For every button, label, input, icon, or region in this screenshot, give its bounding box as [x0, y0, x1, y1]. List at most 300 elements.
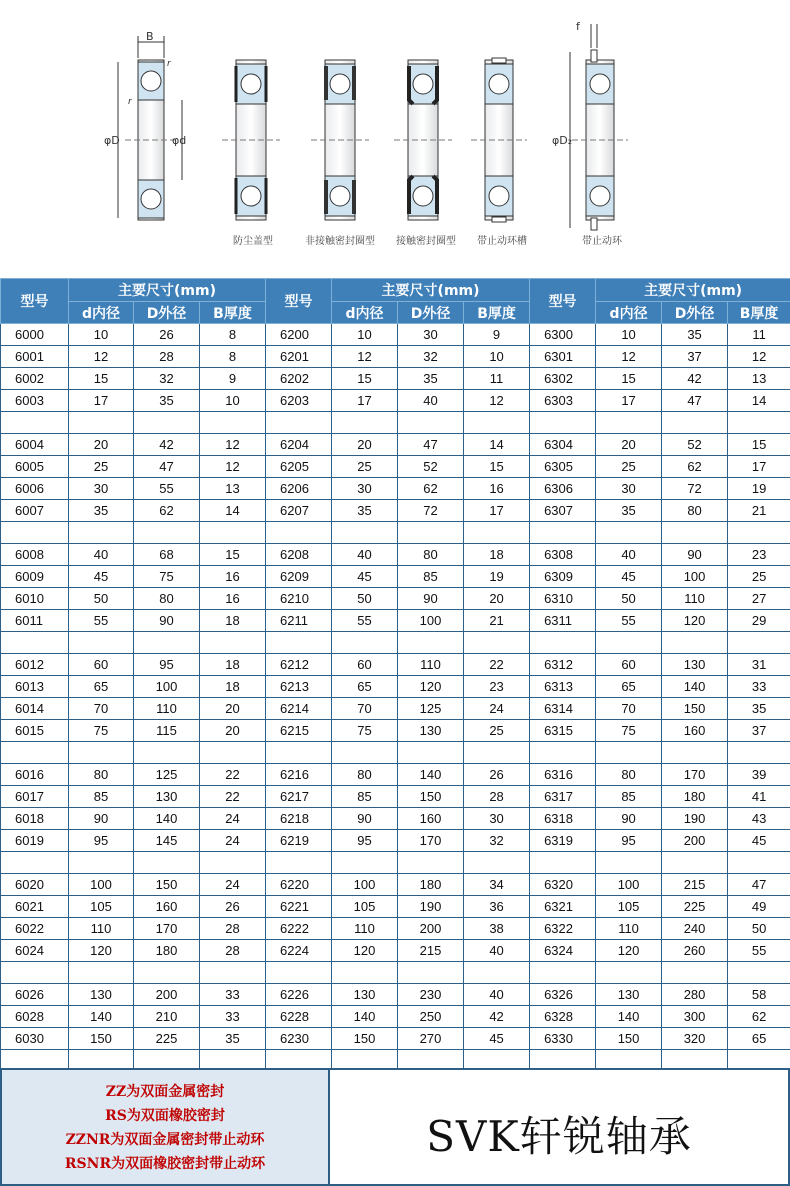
table-cell: 11 — [728, 324, 790, 346]
table-cell: 150 — [596, 1028, 662, 1050]
table-cell: 30 — [69, 478, 134, 500]
table-cell — [332, 962, 398, 984]
table-cell: 6207 — [266, 500, 332, 522]
table-cell: 45 — [69, 566, 134, 588]
table-cell — [200, 522, 266, 544]
table-cell — [728, 852, 790, 874]
table-cell: 6001 — [1, 346, 69, 368]
table-cell: 110 — [398, 654, 464, 676]
table-cell — [398, 962, 464, 984]
table-cell: 75 — [69, 720, 134, 742]
table-cell: 15 — [728, 434, 790, 456]
table-row — [1, 500, 790, 522]
dim-phid-label: φd — [172, 134, 187, 147]
table-row — [1, 478, 790, 500]
table-cell: 29 — [728, 610, 790, 632]
table-cell: 18 — [200, 676, 266, 698]
table-cell: 95 — [332, 830, 398, 852]
table-cell: 6017 — [1, 786, 69, 808]
table-cell — [332, 742, 398, 764]
table-cell: 6319 — [530, 830, 596, 852]
table-cell: 6211 — [266, 610, 332, 632]
table-cell: 6006 — [1, 478, 69, 500]
table-cell: 105 — [69, 896, 134, 918]
table-cell — [530, 742, 596, 764]
table-cell: 15 — [596, 368, 662, 390]
table-cell — [530, 412, 596, 434]
table-cell: 38 — [464, 918, 530, 940]
table-cell: 260 — [662, 940, 728, 962]
table-cell: 62 — [728, 1006, 790, 1028]
table-cell: 25 — [69, 456, 134, 478]
table-cell: 6008 — [1, 544, 69, 566]
table-cell — [1, 522, 69, 544]
table-cell: 6018 — [1, 808, 69, 830]
table-cell: 28 — [134, 346, 200, 368]
table-cell — [728, 412, 790, 434]
table-row — [1, 918, 790, 940]
table-cell: 90 — [662, 544, 728, 566]
table-cell: 19 — [464, 566, 530, 588]
table-cell: 42 — [134, 434, 200, 456]
table-cell: 52 — [398, 456, 464, 478]
table-cell: 26 — [464, 764, 530, 786]
table-cell — [200, 412, 266, 434]
table-cell: 150 — [134, 874, 200, 896]
table-spacer-row — [1, 412, 790, 434]
table-cell: 6024 — [1, 940, 69, 962]
table-cell: 100 — [332, 874, 398, 896]
table-cell: 62 — [134, 500, 200, 522]
table-cell: 9 — [464, 324, 530, 346]
table-cell: 6021 — [1, 896, 69, 918]
table-cell — [728, 962, 790, 984]
table-cell: 60 — [596, 654, 662, 676]
table-cell: 6213 — [266, 676, 332, 698]
table-cell: 80 — [596, 764, 662, 786]
table-cell: 90 — [398, 588, 464, 610]
table-cell: 65 — [728, 1028, 790, 1050]
table-row — [1, 610, 790, 632]
table-cell: 160 — [662, 720, 728, 742]
table-cell — [464, 412, 530, 434]
table-cell — [530, 632, 596, 654]
table-cell: 200 — [662, 830, 728, 852]
table-cell: 105 — [332, 896, 398, 918]
table-cell — [662, 742, 728, 764]
table-cell: 6007 — [1, 500, 69, 522]
table-cell: 130 — [662, 654, 728, 676]
table-cell: 12 — [464, 390, 530, 412]
table-cell: 12 — [200, 456, 266, 478]
table-cell: 200 — [134, 984, 200, 1006]
header-model-3: 型号 — [530, 279, 596, 324]
table-cell: 6022 — [1, 918, 69, 940]
header-main-dims-1: 主要尺寸(mm) — [69, 279, 266, 302]
table-cell — [398, 742, 464, 764]
table-cell: 52 — [662, 434, 728, 456]
table-cell: 40 — [464, 940, 530, 962]
table-cell: 10 — [200, 390, 266, 412]
table-cell: 125 — [134, 764, 200, 786]
brand-name: SVK轩锐轴承 — [426, 1112, 692, 1161]
table-cell: 35 — [69, 500, 134, 522]
table-cell: 230 — [398, 984, 464, 1006]
table-cell: 26 — [134, 324, 200, 346]
table-cell: 16 — [200, 566, 266, 588]
table-cell: 12 — [596, 346, 662, 368]
note-rsnr: RSNR为双面橡胶密封带止动环 — [64, 1156, 266, 1172]
table-cell: 6310 — [530, 588, 596, 610]
table-row — [1, 390, 790, 412]
table-cell: 6020 — [1, 874, 69, 896]
table-spacer-row — [1, 632, 790, 654]
table-cell — [266, 852, 332, 874]
table-row — [1, 324, 790, 346]
table-cell: 24 — [200, 830, 266, 852]
table-cell — [266, 412, 332, 434]
table-cell: 35 — [332, 500, 398, 522]
table-cell: 6019 — [1, 830, 69, 852]
table-cell: 30 — [596, 478, 662, 500]
table-cell: 140 — [134, 808, 200, 830]
bearing-spec-table — [0, 278, 790, 1072]
table-row — [1, 1006, 790, 1028]
table-cell: 6003 — [1, 390, 69, 412]
table-cell: 6203 — [266, 390, 332, 412]
table-cell: 190 — [398, 896, 464, 918]
table-cell: 90 — [134, 610, 200, 632]
table-cell: 6016 — [1, 764, 69, 786]
table-cell: 47 — [662, 390, 728, 412]
table-cell: 6306 — [530, 478, 596, 500]
table-cell — [69, 632, 134, 654]
table-cell: 10 — [596, 324, 662, 346]
table-cell: 6307 — [530, 500, 596, 522]
table-cell: 16 — [464, 478, 530, 500]
table-cell — [200, 742, 266, 764]
table-cell: 15 — [332, 368, 398, 390]
table-cell: 6012 — [1, 654, 69, 676]
table-cell — [134, 742, 200, 764]
caption-noncontact-seal: 非接触密封圈型 — [305, 236, 375, 247]
table-cell: 120 — [596, 940, 662, 962]
table-cell: 15 — [69, 368, 134, 390]
table-cell — [69, 852, 134, 874]
table-cell: 58 — [728, 984, 790, 1006]
table-cell: 180 — [398, 874, 464, 896]
table-cell: 6318 — [530, 808, 596, 830]
table-cell: 120 — [398, 676, 464, 698]
table-cell — [530, 962, 596, 984]
table-cell: 240 — [662, 918, 728, 940]
table-cell: 15 — [200, 544, 266, 566]
table-cell: 49 — [728, 896, 790, 918]
table-row — [1, 676, 790, 698]
table-cell: 215 — [398, 940, 464, 962]
table-cell: 6204 — [266, 434, 332, 456]
table-cell: 45 — [464, 1028, 530, 1050]
table-row — [1, 544, 790, 566]
table-cell: 95 — [134, 654, 200, 676]
table-cell: 180 — [662, 786, 728, 808]
table-cell: 50 — [69, 588, 134, 610]
table-cell: 150 — [332, 1028, 398, 1050]
table-cell: 33 — [728, 676, 790, 698]
table-cell: 6219 — [266, 830, 332, 852]
spec-table-body — [1, 324, 790, 1072]
table-cell: 62 — [662, 456, 728, 478]
table-cell: 45 — [596, 566, 662, 588]
table-cell: 6303 — [530, 390, 596, 412]
table-cell: 60 — [332, 654, 398, 676]
note-zznr: ZZNR为双面金属密封带止动环 — [65, 1132, 265, 1148]
table-cell: 95 — [69, 830, 134, 852]
table-row — [1, 368, 790, 390]
table-spacer-row — [1, 852, 790, 874]
table-cell: 6215 — [266, 720, 332, 742]
table-cell: 25 — [728, 566, 790, 588]
dim-r-label-2: r — [128, 97, 132, 107]
table-cell — [200, 632, 266, 654]
table-cell: 25 — [596, 456, 662, 478]
table-cell: 85 — [596, 786, 662, 808]
table-cell — [266, 962, 332, 984]
table-row — [1, 456, 790, 478]
table-cell: 6221 — [266, 896, 332, 918]
table-cell: 33 — [200, 1006, 266, 1028]
table-cell: 26 — [200, 896, 266, 918]
table-cell — [596, 962, 662, 984]
table-cell: 100 — [662, 566, 728, 588]
table-cell: 55 — [596, 610, 662, 632]
table-cell: 35 — [134, 390, 200, 412]
table-cell: 6028 — [1, 1006, 69, 1028]
table-cell — [332, 852, 398, 874]
table-cell: 6224 — [266, 940, 332, 962]
table-cell — [728, 742, 790, 764]
table-cell: 6324 — [530, 940, 596, 962]
table-cell: 12 — [728, 346, 790, 368]
table-cell: 120 — [69, 940, 134, 962]
table-cell: 6220 — [266, 874, 332, 896]
table-cell: 20 — [596, 434, 662, 456]
table-cell: 72 — [662, 478, 728, 500]
table-row — [1, 1028, 790, 1050]
header-D-outer-1: D外径 — [134, 302, 200, 324]
table-cell: 72 — [398, 500, 464, 522]
table-cell: 40 — [69, 544, 134, 566]
table-row — [1, 940, 790, 962]
table-cell: 95 — [596, 830, 662, 852]
table-cell: 23 — [464, 676, 530, 698]
table-cell — [530, 852, 596, 874]
table-cell: 20 — [200, 720, 266, 742]
table-row — [1, 830, 790, 852]
table-cell — [596, 412, 662, 434]
table-cell — [596, 852, 662, 874]
table-cell: 18 — [200, 654, 266, 676]
table-cell: 13 — [728, 368, 790, 390]
table-cell: 6009 — [1, 566, 69, 588]
table-cell — [662, 522, 728, 544]
table-cell: 6030 — [1, 1028, 69, 1050]
table-cell: 19 — [728, 478, 790, 500]
table-cell — [266, 632, 332, 654]
table-cell: 140 — [69, 1006, 134, 1028]
table-cell: 6200 — [266, 324, 332, 346]
table-cell: 18 — [464, 544, 530, 566]
table-spacer-row — [1, 962, 790, 984]
table-cell: 6305 — [530, 456, 596, 478]
table-cell: 35 — [662, 324, 728, 346]
table-cell: 28 — [464, 786, 530, 808]
table-cell: 6228 — [266, 1006, 332, 1028]
table-cell: 36 — [464, 896, 530, 918]
table-cell: 21 — [464, 610, 530, 632]
table-cell: 55 — [134, 478, 200, 500]
table-cell: 65 — [69, 676, 134, 698]
header-d-inner-1: d内径 — [69, 302, 134, 324]
table-cell — [266, 742, 332, 764]
table-cell: 8 — [200, 346, 266, 368]
header-model-2: 型号 — [266, 279, 332, 324]
table-cell: 40 — [332, 544, 398, 566]
table-cell: 70 — [596, 698, 662, 720]
table-cell: 31 — [728, 654, 790, 676]
bearing-open-section — [118, 36, 182, 220]
table-row — [1, 566, 790, 588]
table-cell: 6011 — [1, 610, 69, 632]
table-cell: 125 — [398, 698, 464, 720]
table-cell: 32 — [464, 830, 530, 852]
table-cell — [266, 522, 332, 544]
table-cell: 6302 — [530, 368, 596, 390]
table-cell: 6218 — [266, 808, 332, 830]
table-cell: 6206 — [266, 478, 332, 500]
table-cell: 225 — [134, 1028, 200, 1050]
table-cell — [662, 962, 728, 984]
dim-r-label: r — [167, 59, 171, 69]
table-row — [1, 346, 790, 368]
table-cell: 6208 — [266, 544, 332, 566]
table-cell: 12 — [332, 346, 398, 368]
bearing-contact-seal-section — [394, 60, 452, 220]
table-cell: 17 — [728, 456, 790, 478]
table-cell: 43 — [728, 808, 790, 830]
table-cell — [1, 852, 69, 874]
table-cell: 250 — [398, 1006, 464, 1028]
table-cell: 145 — [134, 830, 200, 852]
table-cell: 6205 — [266, 456, 332, 478]
table-cell: 100 — [134, 676, 200, 698]
table-cell — [398, 852, 464, 874]
table-cell: 85 — [69, 786, 134, 808]
table-cell: 180 — [134, 940, 200, 962]
table-cell: 45 — [332, 566, 398, 588]
table-cell: 6222 — [266, 918, 332, 940]
table-cell: 37 — [728, 720, 790, 742]
table-cell — [69, 742, 134, 764]
table-cell: 23 — [728, 544, 790, 566]
table-cell: 200 — [398, 918, 464, 940]
table-cell: 17 — [464, 500, 530, 522]
table-cell — [332, 632, 398, 654]
table-cell: 170 — [134, 918, 200, 940]
table-cell: 37 — [662, 346, 728, 368]
table-cell: 100 — [596, 874, 662, 896]
table-cell: 6015 — [1, 720, 69, 742]
seal-notes-panel — [0, 1068, 330, 1186]
table-row — [1, 808, 790, 830]
table-cell: 6301 — [530, 346, 596, 368]
table-row — [1, 984, 790, 1006]
table-cell: 6309 — [530, 566, 596, 588]
note-rs: RS为双面橡胶密封 — [105, 1108, 225, 1124]
table-cell: 6230 — [266, 1028, 332, 1050]
table-cell: 12 — [200, 434, 266, 456]
table-cell: 6013 — [1, 676, 69, 698]
table-cell — [1, 742, 69, 764]
table-cell — [728, 632, 790, 654]
table-cell: 6010 — [1, 588, 69, 610]
table-cell: 85 — [398, 566, 464, 588]
dim-f-label: f — [576, 20, 580, 33]
table-cell: 47 — [398, 434, 464, 456]
table-cell: 130 — [69, 984, 134, 1006]
brand-panel — [330, 1068, 790, 1186]
table-cell: 80 — [69, 764, 134, 786]
table-cell: 170 — [662, 764, 728, 786]
table-cell: 6328 — [530, 1006, 596, 1028]
header-main-dims-3: 主要尺寸(mm) — [596, 279, 790, 302]
table-cell: 6000 — [1, 324, 69, 346]
table-spacer-row — [1, 742, 790, 764]
table-cell: 130 — [398, 720, 464, 742]
table-row — [1, 786, 790, 808]
table-cell — [398, 522, 464, 544]
table-cell: 20 — [200, 698, 266, 720]
caption-dust-shield: 防尘盖型 — [233, 236, 273, 247]
table-cell: 6209 — [266, 566, 332, 588]
table-cell: 42 — [464, 1006, 530, 1028]
table-cell: 6014 — [1, 698, 69, 720]
table-cell — [728, 522, 790, 544]
table-cell: 6216 — [266, 764, 332, 786]
table-cell: 65 — [596, 676, 662, 698]
table-cell — [69, 412, 134, 434]
table-cell: 6217 — [266, 786, 332, 808]
table-cell: 20 — [69, 434, 134, 456]
table-cell: 85 — [332, 786, 398, 808]
table-cell — [1, 632, 69, 654]
table-cell: 28 — [200, 940, 266, 962]
table-cell — [398, 632, 464, 654]
table-cell: 65 — [332, 676, 398, 698]
table-cell: 6202 — [266, 368, 332, 390]
table-cell: 40 — [464, 984, 530, 1006]
header-d-inner-3: d内径 — [596, 302, 662, 324]
header-main-dims-2: 主要尺寸(mm) — [332, 279, 530, 302]
bearing-snap-ring-section — [570, 24, 628, 230]
table-cell: 42 — [662, 368, 728, 390]
table-cell — [662, 852, 728, 874]
table-cell: 100 — [69, 874, 134, 896]
table-cell: 6326 — [530, 984, 596, 1006]
table-cell: 120 — [662, 610, 728, 632]
caption-contact-seal: 接触密封圈型 — [396, 236, 456, 247]
table-cell — [69, 522, 134, 544]
